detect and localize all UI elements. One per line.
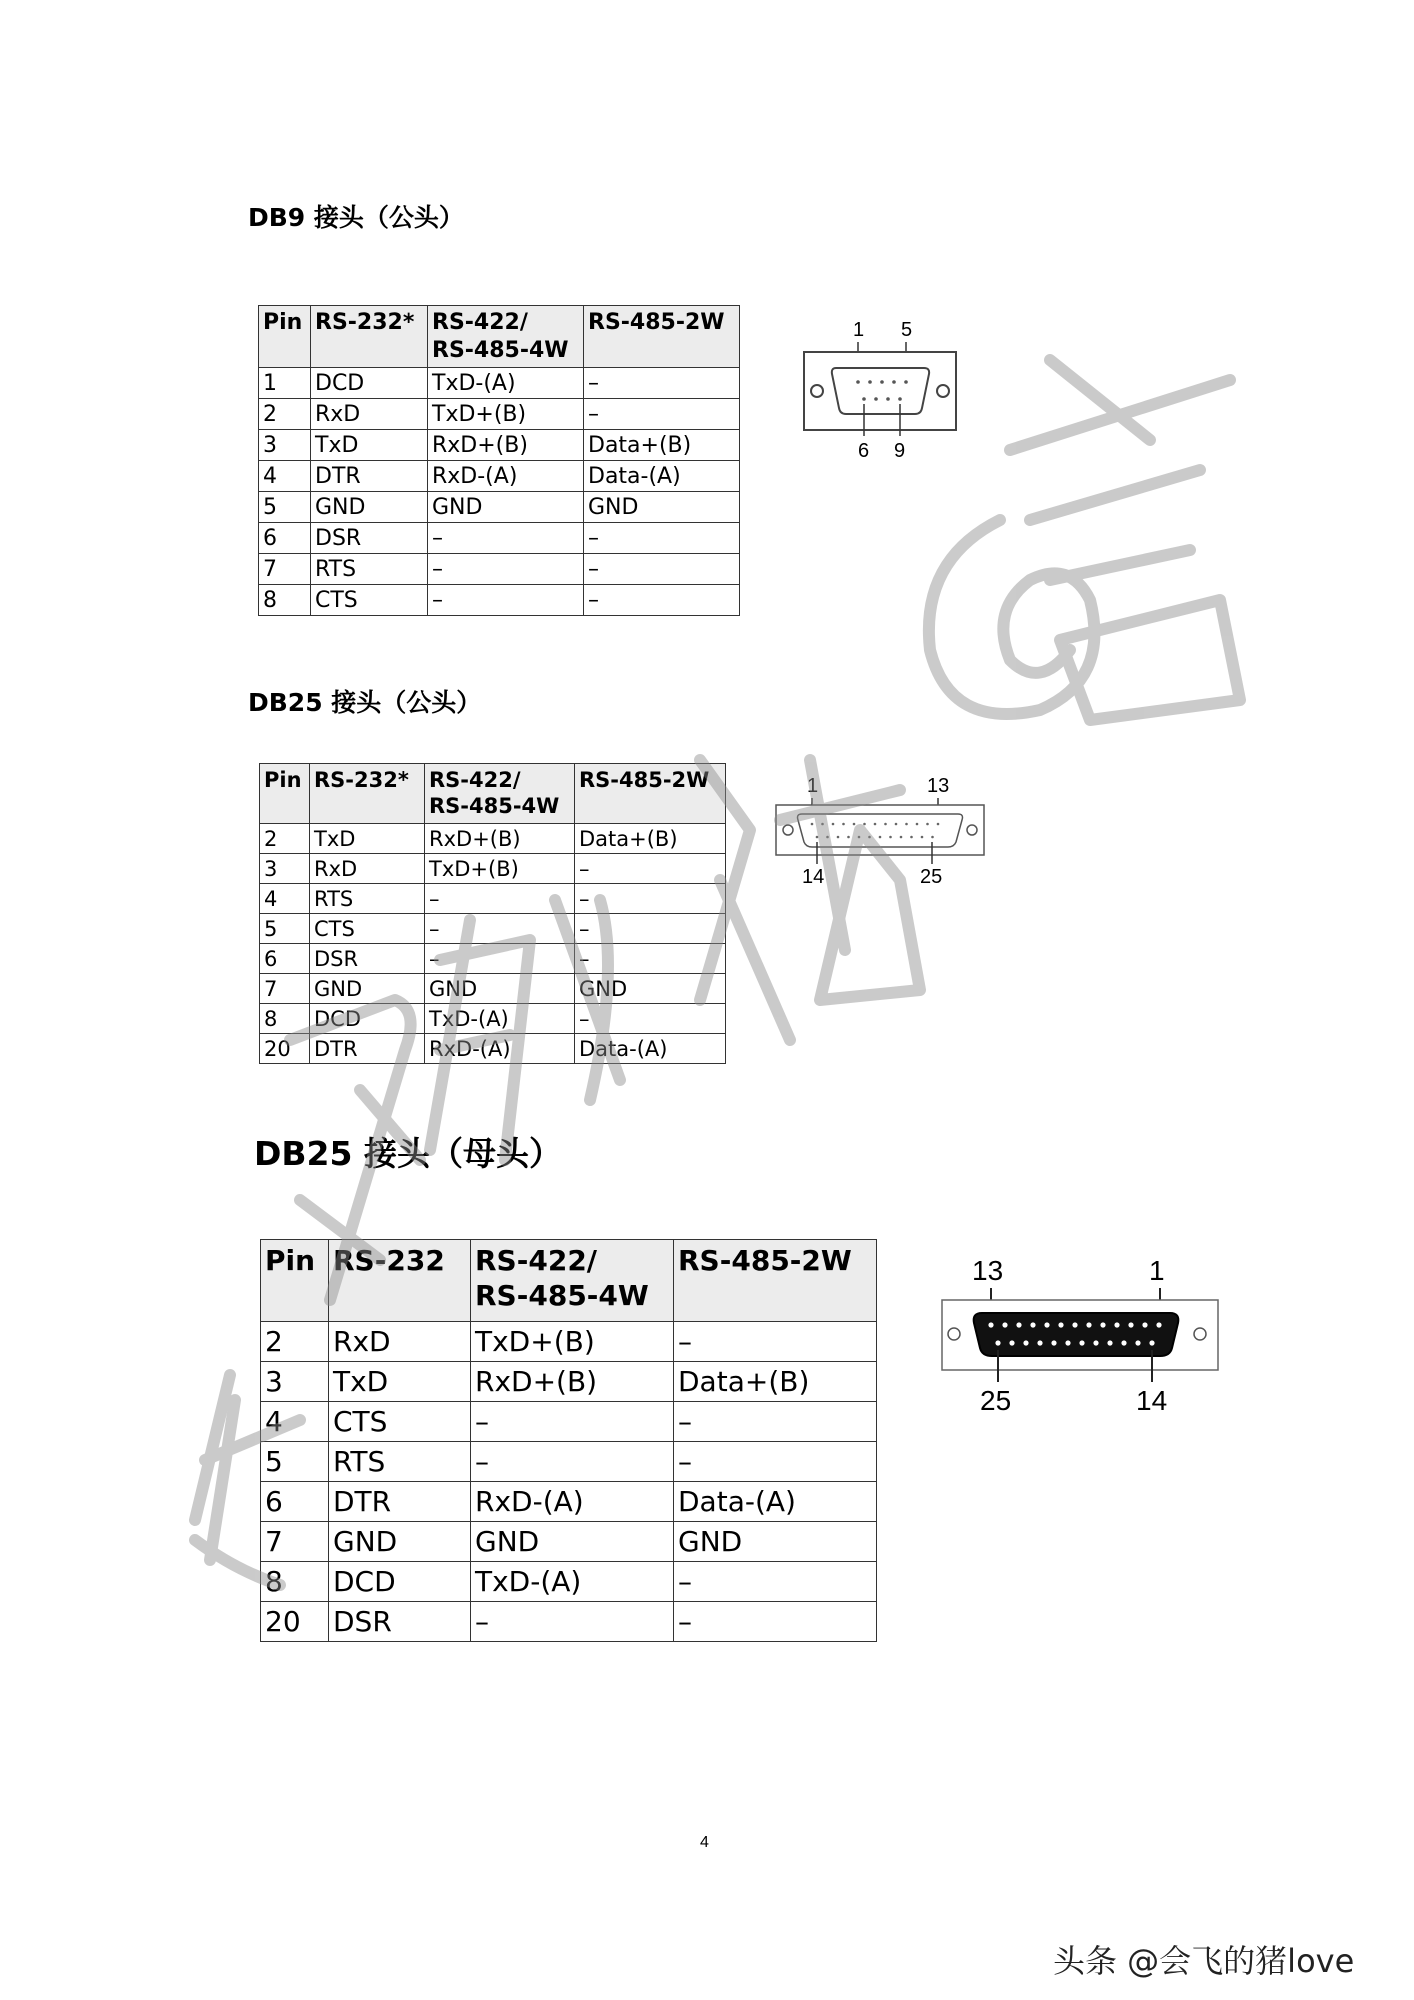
- table-cell: –: [428, 554, 584, 585]
- db9-pin-label-bottom-right: 9: [894, 440, 906, 462]
- table-cell: –: [584, 399, 740, 430]
- table-cell: RxD+(B): [471, 1362, 674, 1402]
- table-row: [259, 523, 740, 554]
- table-cell: GND: [310, 974, 425, 1004]
- table-cell: GND: [584, 492, 740, 523]
- table-cell: DTR: [310, 1034, 425, 1064]
- table-row: [261, 1402, 877, 1442]
- table-cell: TxD: [310, 824, 425, 854]
- table-cell: 3: [259, 430, 311, 461]
- table-cell: RxD-(A): [425, 1034, 575, 1064]
- table-cell: –: [471, 1402, 674, 1442]
- table-cell: 6: [261, 1482, 329, 1522]
- table-cell: 20: [261, 1602, 329, 1642]
- table-cell: RxD: [310, 854, 425, 884]
- table-cell: GND: [471, 1522, 674, 1562]
- db9-male-pin-table: [258, 305, 740, 616]
- table-cell: Data+(B): [584, 430, 740, 461]
- table-cell: RTS: [310, 884, 425, 914]
- db25f-pin-label-bottom-right: 14: [1136, 1385, 1168, 1415]
- db25m-pin-label-bottom-right: 25: [920, 866, 943, 888]
- table-cell: GND: [674, 1522, 877, 1562]
- db25-female-connector-diagram: [938, 1250, 1220, 1415]
- table-cell: RxD: [329, 1322, 471, 1362]
- table-cell: 7: [259, 554, 311, 585]
- column-header: RS-232*: [311, 306, 428, 368]
- table-cell: DCD: [310, 1004, 425, 1034]
- column-header: RS-422/ RS-485-4W: [425, 764, 575, 824]
- column-header: RS-485-2W: [584, 306, 740, 368]
- table-cell: CTS: [329, 1402, 471, 1442]
- table-row: [260, 944, 726, 974]
- column-header: Pin: [261, 1240, 329, 1322]
- column-header: RS-422/ RS-485-4W: [428, 306, 584, 368]
- table-row: [259, 554, 740, 585]
- table-cell: Data-(A): [584, 461, 740, 492]
- table-cell: –: [575, 884, 726, 914]
- table-cell: Data+(B): [674, 1362, 877, 1402]
- table-cell: 5: [261, 1442, 329, 1482]
- table-cell: –: [428, 585, 584, 616]
- column-header: Pin: [260, 764, 310, 824]
- table-cell: 3: [261, 1362, 329, 1402]
- table-cell: DTR: [329, 1482, 471, 1522]
- table-cell: –: [575, 854, 726, 884]
- table-cell: 8: [260, 1004, 310, 1034]
- table-cell: 8: [261, 1562, 329, 1602]
- table-cell: DTR: [311, 461, 428, 492]
- footer-credit: 头条 @会飞的猪love: [1053, 1942, 1355, 1980]
- db25-male-pin-table: [259, 763, 726, 1064]
- table-row: [261, 1602, 877, 1642]
- table-cell: –: [674, 1562, 877, 1602]
- db25m-pin-label-bottom-left: 14: [802, 866, 825, 888]
- table-cell: –: [425, 914, 575, 944]
- table-cell: –: [584, 368, 740, 399]
- db9-pin-label-bottom-left: 6: [858, 440, 870, 462]
- table-row: [261, 1362, 877, 1402]
- table-cell: TxD+(B): [471, 1322, 674, 1362]
- table-row: [259, 430, 740, 461]
- table-cell: RTS: [329, 1442, 471, 1482]
- column-header: RS-422/ RS-485-4W: [471, 1240, 674, 1322]
- table-cell: –: [674, 1602, 877, 1642]
- table-cell: CTS: [310, 914, 425, 944]
- table-cell: 7: [260, 974, 310, 1004]
- table-cell: DSR: [311, 523, 428, 554]
- table-cell: TxD-(A): [425, 1004, 575, 1034]
- db25-male-heading: DB25 接头（公头）: [248, 688, 482, 717]
- table-row: [259, 368, 740, 399]
- column-header: Pin: [259, 306, 311, 368]
- page-number: 4: [700, 1834, 709, 1851]
- table-cell: 6: [260, 944, 310, 974]
- table-row: [260, 974, 726, 1004]
- table-row: [261, 1562, 877, 1602]
- table-cell: 5: [260, 914, 310, 944]
- table-cell: GND: [425, 974, 575, 1004]
- table-cell: RxD+(B): [428, 430, 584, 461]
- table-cell: –: [584, 523, 740, 554]
- table-cell: Data-(A): [674, 1482, 877, 1522]
- table-cell: DSR: [310, 944, 425, 974]
- table-cell: GND: [428, 492, 584, 523]
- table-cell: 2: [259, 399, 311, 430]
- table-cell: –: [584, 554, 740, 585]
- table-row: [260, 824, 726, 854]
- table-cell: –: [428, 523, 584, 554]
- table-row: [261, 1482, 877, 1522]
- table-cell: RxD+(B): [425, 824, 575, 854]
- table-cell: –: [471, 1602, 674, 1642]
- table-cell: –: [471, 1442, 674, 1482]
- table-cell: 2: [260, 824, 310, 854]
- table-cell: TxD-(A): [428, 368, 584, 399]
- table-cell: RxD-(A): [428, 461, 584, 492]
- table-cell: DSR: [329, 1602, 471, 1642]
- table-cell: –: [425, 944, 575, 974]
- db25f-pin-label-top-right: 1: [1149, 1255, 1165, 1286]
- table-cell: TxD+(B): [425, 854, 575, 884]
- table-cell: Data+(B): [575, 824, 726, 854]
- table-row: [261, 1522, 877, 1562]
- table-cell: –: [575, 944, 726, 974]
- table-cell: 4: [260, 884, 310, 914]
- table-row: [259, 399, 740, 430]
- column-header: RS-485-2W: [575, 764, 726, 824]
- db25m-pin-label-top-right: 13: [927, 775, 950, 797]
- table-cell: 20: [260, 1034, 310, 1064]
- table-cell: –: [674, 1442, 877, 1482]
- table-row: [260, 914, 726, 944]
- table-cell: RxD: [311, 399, 428, 430]
- table-cell: –: [674, 1402, 877, 1442]
- table-cell: –: [674, 1322, 877, 1362]
- table-cell: TxD+(B): [428, 399, 584, 430]
- table-cell: TxD-(A): [471, 1562, 674, 1602]
- table-cell: 7: [261, 1522, 329, 1562]
- table-row: [260, 1004, 726, 1034]
- db25-male-connector-diagram: [772, 768, 988, 898]
- table-cell: GND: [329, 1522, 471, 1562]
- table-cell: Data-(A): [575, 1034, 726, 1064]
- table-cell: 1: [259, 368, 311, 399]
- table-cell: CTS: [311, 585, 428, 616]
- table-cell: GND: [575, 974, 726, 1004]
- db25m-pin-label-top-left: 1: [807, 775, 819, 797]
- table-cell: 2: [261, 1322, 329, 1362]
- table-cell: 4: [261, 1402, 329, 1442]
- table-cell: TxD: [329, 1362, 471, 1402]
- table-cell: –: [575, 1004, 726, 1034]
- table-row: [260, 1034, 726, 1064]
- table-row: [259, 585, 740, 616]
- table-cell: 3: [260, 854, 310, 884]
- db25-female-pin-table: [260, 1239, 877, 1642]
- table-row: [259, 492, 740, 523]
- table-cell: –: [575, 914, 726, 944]
- column-header: RS-232*: [310, 764, 425, 824]
- column-header: RS-232: [329, 1240, 471, 1322]
- db25f-pin-label-bottom-left: 25: [980, 1385, 1012, 1415]
- column-header: RS-485-2W: [674, 1240, 877, 1322]
- table-cell: RTS: [311, 554, 428, 585]
- table-cell: –: [425, 884, 575, 914]
- table-row: [260, 884, 726, 914]
- db9-male-heading: DB9 接头（公头）: [248, 203, 464, 232]
- table-cell: GND: [311, 492, 428, 523]
- table-row: [261, 1322, 877, 1362]
- db9-male-connector-diagram: [800, 312, 970, 472]
- table-cell: RxD-(A): [471, 1482, 674, 1522]
- table-cell: DCD: [311, 368, 428, 399]
- table-cell: 5: [259, 492, 311, 523]
- db25-female-heading: DB25 接头（母头）: [254, 1134, 562, 1173]
- table-row: [261, 1442, 877, 1482]
- table-row: [260, 854, 726, 884]
- db25f-pin-label-top-left: 13: [972, 1255, 1004, 1286]
- table-cell: TxD: [311, 430, 428, 461]
- table-cell: 6: [259, 523, 311, 554]
- table-cell: 4: [259, 461, 311, 492]
- table-cell: –: [584, 585, 740, 616]
- table-row: [259, 461, 740, 492]
- table-cell: DCD: [329, 1562, 471, 1602]
- db9-pin-label-top-right: 5: [901, 319, 913, 341]
- table-cell: 8: [259, 585, 311, 616]
- db9-pin-label-top-left: 1: [853, 319, 865, 341]
